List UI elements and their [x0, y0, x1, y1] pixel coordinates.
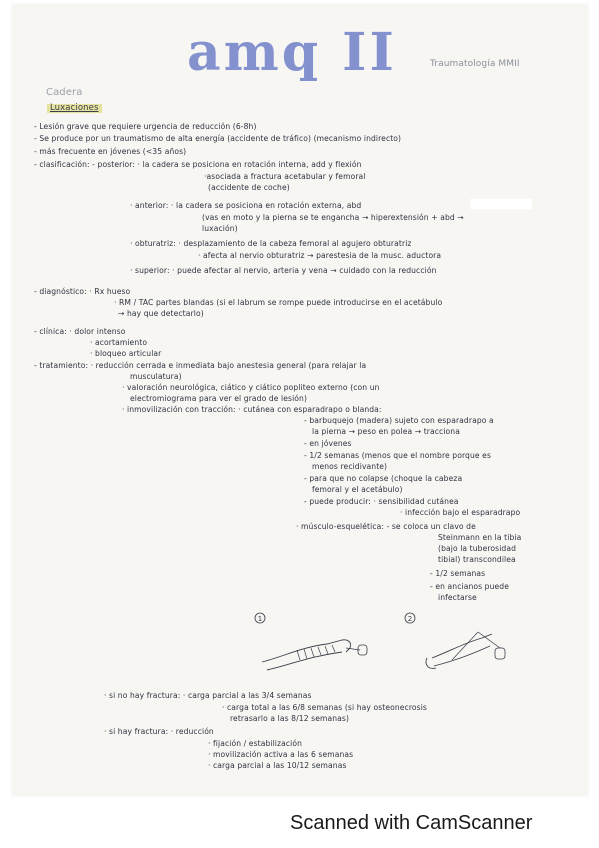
figure-1-label: 1	[257, 615, 263, 623]
note-line: · acortamiento	[90, 338, 148, 347]
note-line: · carga parcial a las 10/12 semanas	[208, 761, 347, 770]
note-line: · fijación / estabilización	[208, 739, 302, 748]
section-heading: Cadera	[46, 87, 83, 98]
redaction-patch	[470, 199, 532, 209]
note-line: - Lesión grave que requiere urgencia de reducción (6-8h)	[34, 122, 257, 131]
note-line: - en ancianos puede	[430, 582, 509, 591]
note-line: musculatura)	[130, 372, 182, 381]
note-line: · músculo-esquelética: - se coloca un clavo de	[296, 522, 476, 531]
note-line: · RM / TAC partes blandas (si el labrum se rompe puede introducirse en el acetábulo	[114, 298, 443, 307]
note-line: · si hay fractura: · reducción	[104, 727, 214, 736]
note-line: - diagnóstico: · Rx hueso	[34, 287, 131, 296]
note-line: - para que no colapse (choque la cabeza	[304, 474, 463, 483]
note-line: (vas en moto y la pierna se te engancha → hiperextensión + abd →	[202, 213, 464, 222]
note-line: · infección bajo el esparadrapo	[400, 508, 521, 517]
note-line: luxación)	[202, 224, 238, 233]
note-line: · movilización activa a las 6 semanas	[208, 750, 354, 759]
note-line: · inmovilización con tracción: · cutánea con esparadrapo o blanda:	[122, 405, 382, 414]
note-line: la pierna → peso en polea → tracciona	[312, 427, 460, 436]
note-line: · si no hay fractura: · carga parcial a las 3/4 semanas	[104, 691, 312, 700]
note-line: infectarse	[438, 593, 477, 602]
leg-outline-2	[432, 634, 492, 658]
note-line: · obturatriz: · desplazamiento de la cabeza femoral al agujero obturatriz	[130, 239, 412, 248]
figure-2-label: 2	[407, 615, 413, 623]
weight-2	[495, 648, 505, 659]
note-line: · afecta al nervio obturatriz → parestesia de la musc. aductora	[198, 251, 442, 260]
note-line: Steinmann en la tibia	[438, 533, 522, 542]
note-line: retrasarlo a las 8/12 semanas)	[230, 714, 350, 723]
note-line: · superior: · puede afectar al nervio, arteria y vena → cuidado con la reducción	[130, 266, 437, 275]
note-line: (bajo la tuberosidad	[438, 544, 517, 553]
note-line: · valoración neurológica, ciático y ciático popliteo externo (con un	[122, 383, 380, 392]
note-line: - más frecuente en jóvenes (<35 años)	[34, 147, 187, 156]
note-line: - clasificación: - posterior: · la cadera se posiciona en rotación interna, add y flexión	[34, 160, 362, 169]
scanner-watermark: Scanned with CamScanner	[290, 812, 533, 834]
note-line: - puede producir: · sensibilidad cutánea	[304, 497, 459, 506]
note-line: ·asociada a fractura acetabular y femoral	[204, 172, 366, 181]
note-line: - 1/2 semanas (menos que el nombre porque es	[304, 451, 491, 460]
traction-cord-2	[478, 632, 500, 648]
topic-heading: Luxaciones	[47, 104, 102, 113]
subject-label: Traumatología MMII	[430, 59, 520, 69]
traction-sketches	[12, 602, 588, 692]
note-line: - tratamiento: · reducción cerrada e inmediata bajo anestesia general (para relajar la	[34, 361, 367, 370]
note-line: · anterior: · la cadera se posiciona en rotación externa, abd	[130, 201, 362, 210]
bandage-hatch	[297, 645, 335, 660]
note-line: - clínica: · dolor intenso	[34, 327, 126, 336]
note-line: femoral y el acetábulo)	[312, 485, 403, 494]
note-line: (accidente de coche)	[208, 183, 290, 192]
note-line: - Se produce por un traumatismo de alta energía (accidente de tráfico) (mecanismo indirecto)	[34, 134, 402, 143]
note-line: electromiograma para ver el grado de lesión)	[130, 394, 308, 403]
note-line: tibial) transcondilea	[438, 555, 516, 564]
note-line: menos recidivante)	[312, 462, 388, 471]
note-line: - 1/2 semanas	[430, 569, 486, 578]
note-line: · carga total a las 6/8 semanas (si hay osteonecrosis	[222, 703, 427, 712]
note-line: - en jóvenes	[304, 439, 352, 448]
page-title: amq II	[187, 22, 397, 83]
note-line: → hay que detectarlo)	[118, 309, 204, 318]
note-line: · bloqueo articular	[90, 349, 162, 358]
note-line: - barbuquejo (madera) sujeto con esparadrapo a	[304, 416, 494, 425]
scanned-page	[12, 4, 588, 796]
leg-outline-1	[262, 640, 342, 662]
